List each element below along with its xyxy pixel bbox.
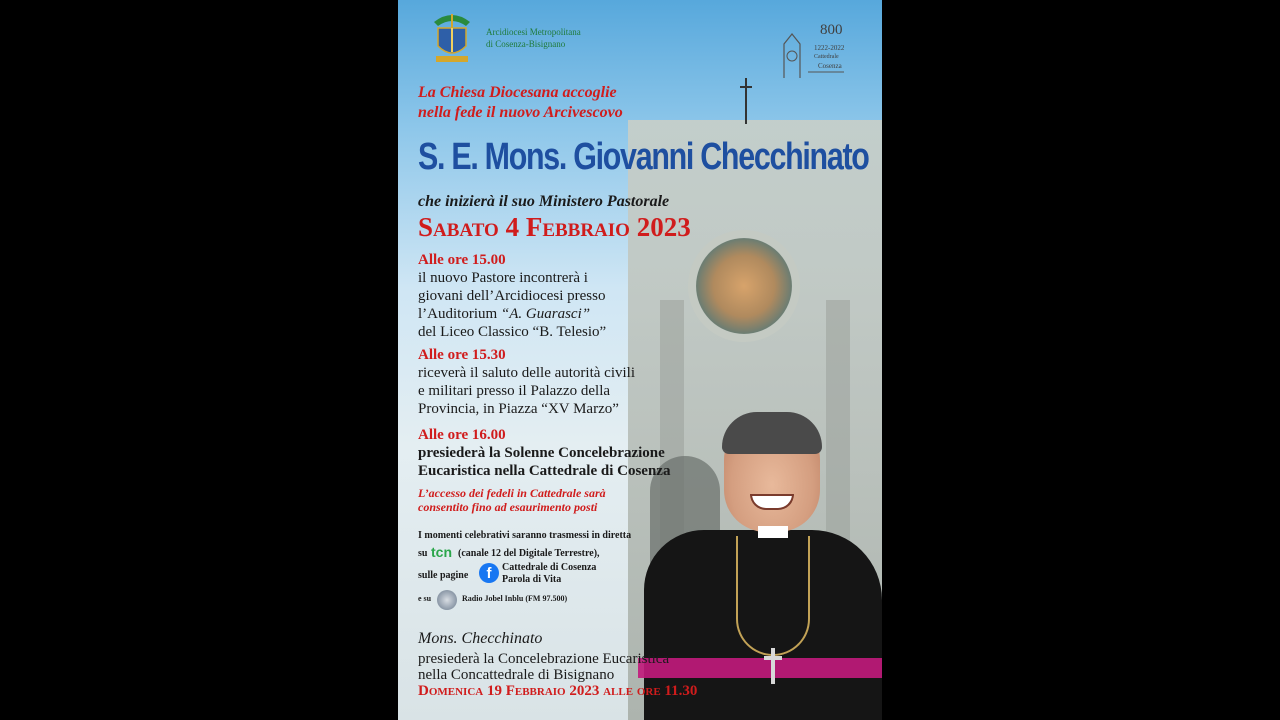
event-2 [418,347,635,418]
facebook-icon[interactable]: f [479,563,499,583]
event-time: Alle ore 15.30 [418,347,506,363]
intro [418,83,623,123]
notice-line2: consentito fino ad esaurimento posti [418,500,598,514]
rose-window [688,230,800,342]
intro-line1: La Chiesa Diocesana accoglie [418,84,617,101]
footer-date: Domenica 19 Febbraio 2023 alle ore 11.30 [418,683,698,699]
footer-line2: nella Concattedrale di Bisignano [418,667,615,683]
tv-logo-icon: tcn [431,544,452,560]
anniversary-caption1: Cattedrale [814,54,839,60]
diocese-line1: Arcidiocesi Metropolitana [486,27,581,37]
event-line-part: l’Auditorium [418,306,498,322]
anniversary-caption2: Cosenza [818,62,842,70]
radio-label: e su [418,594,432,603]
diocese-name [486,26,616,50]
broadcast-intro: I momenti celebrativi saranno trasmessi in diretta [418,530,632,541]
event-time: Alle ore 16.00 [418,427,506,443]
footer-name: Mons. Checchinato [418,630,543,647]
notice-line1: L’accesso dei fedeli in Cattedrale sarà [418,486,606,500]
event-line: Eucaristica nella Cattedrale di Cosenza [418,463,671,479]
tv-channel: (canale 12 del Digitale Terrestre), [458,548,600,559]
intro-line2: nella fede il nuovo Arcivescovo [418,104,623,121]
ministry-line: che inizierà il suo Ministero Pastorale [418,193,670,210]
archbishop-portrait [638,412,882,720]
cross-icon [738,78,754,124]
archbishop-name: S. E. Mons. Giovanni Checchinato [418,136,869,178]
pages-label: sulle pagine [418,570,469,581]
diocese-line2: di Cosenza-Bisignano [486,39,566,49]
event-line: presiederà la Solenne Concelebrazione [418,445,665,461]
event-line: riceverà il saluto delle autorità civili [418,365,635,381]
event-line: e militari presso il Palazzo della [418,383,611,399]
main-date: Sabato 4 Febbraio 2023 [418,212,691,242]
event-line [418,305,606,323]
footer-line1: presiederà la Concelebrazione Eucaristica [418,651,670,667]
facebook-page-2[interactable]: Parola di Vita [502,574,562,585]
anniversary-logo-icon [778,22,848,82]
access-notice [418,486,606,514]
event-1 [418,252,606,341]
hair [722,412,822,454]
pectoral-chain [736,536,810,656]
radio-icon [437,590,457,610]
event-line: il nuovo Pastore incontrerà i [418,270,588,286]
event-line: del Liceo Classico “B. Telesio” [418,324,607,340]
broadcast-on: su [418,548,428,559]
pectoral-cross-icon [764,648,782,684]
radio-station: Radio Jobel Inblu (FM 97.500) [462,594,568,603]
event-time: Alle ore 15.00 [418,252,506,268]
event-3 [418,427,670,480]
anniversary-number: 800 [820,22,843,38]
event-line: giovani dell’Arcidiocesi presso [418,288,606,304]
event-line-italic: “A. Guarasci” [500,306,591,322]
sash [638,658,882,678]
facebook-page-1[interactable]: Cattedrale di Cosenza [502,562,597,573]
anniversary-years: 1222-2022 [814,44,845,52]
crest-icon [430,12,474,64]
event-line: Provincia, in Piazza “XV Marzo” [418,401,619,417]
